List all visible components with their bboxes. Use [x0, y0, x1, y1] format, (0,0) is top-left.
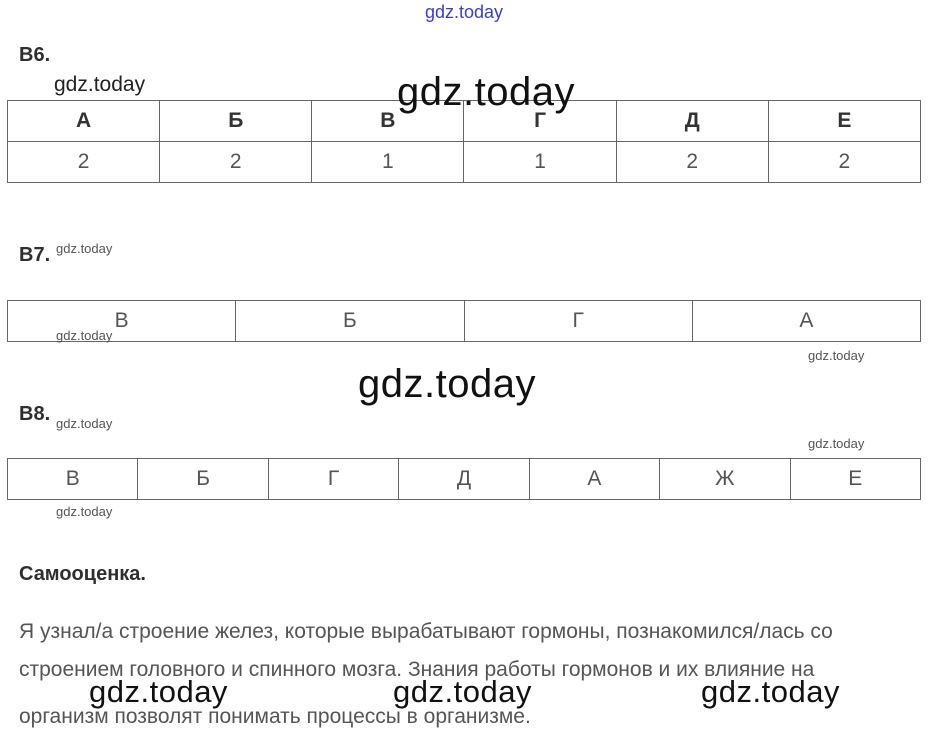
b8-cell: Д [399, 459, 529, 500]
b7-label: B7. [19, 244, 51, 266]
b8-cell: В [8, 459, 138, 500]
watermark-mid-big: gdz.today [358, 362, 536, 406]
b7-cell: В [8, 301, 236, 342]
watermark-b8-label: gdz.today [56, 416, 113, 431]
b8-cell: Е [790, 459, 920, 500]
b6-header-cell: Е [768, 101, 920, 142]
b8-table [7, 458, 921, 500]
watermark-bottom-1: gdz.today [89, 674, 228, 709]
b8-row [8, 459, 921, 500]
watermark-b7-label: gdz.today [56, 241, 113, 256]
watermark-b7-cell: gdz.today [56, 328, 113, 343]
self-assessment-line-2: строением головного и спинного мозга. Знания работы гормонов и их влияние на [19, 658, 815, 681]
self-assessment-title: Самооценка. [19, 563, 146, 585]
watermark-b8-below: gdz.today [56, 504, 113, 519]
watermark-bottom-2: gdz.today [393, 674, 532, 709]
watermark-b7-right: gdz.today [808, 348, 865, 363]
b6-value-cell: 1 [312, 142, 464, 183]
b6-value-cell: 2 [768, 142, 920, 183]
b7-cell: Г [464, 301, 692, 342]
b6-header-cell: В [312, 101, 464, 142]
watermark-b6-big: gdz.today [397, 70, 575, 114]
watermark-top: gdz.today [425, 2, 504, 22]
b6-header-cell: Б [160, 101, 312, 142]
b6-value-cell: 1 [464, 142, 616, 183]
b7-table [7, 300, 921, 342]
b7-cell: А [692, 301, 920, 342]
self-assessment-line-3: организм позволят понимать процессы в организме. [19, 705, 531, 728]
b6-header-cell: Г [464, 101, 616, 142]
b8-cell: Г [268, 459, 398, 500]
b6-value-row [8, 142, 921, 183]
b7-cell: Б [236, 301, 464, 342]
b8-cell: Ж [660, 459, 790, 500]
b6-header-cell: А [8, 101, 160, 142]
watermark-b6-small: gdz.today [54, 73, 146, 96]
b6-value-cell: 2 [8, 142, 160, 183]
b8-cell: А [529, 459, 659, 500]
b7-row [8, 301, 921, 342]
self-assessment-line-1: Я узнал/а строение желез, которые вырабатывают гормоны, познакомился/лась со [19, 620, 833, 643]
watermark-bottom-3: gdz.today [701, 674, 840, 709]
b6-header-cell: Д [616, 101, 768, 142]
b8-label: B8. [19, 403, 51, 425]
b6-label: B6. [19, 44, 51, 66]
b8-cell: Б [138, 459, 268, 500]
b6-value-cell: 2 [616, 142, 768, 183]
b6-value-cell: 2 [160, 142, 312, 183]
watermark-b8-right: gdz.today [808, 436, 865, 451]
